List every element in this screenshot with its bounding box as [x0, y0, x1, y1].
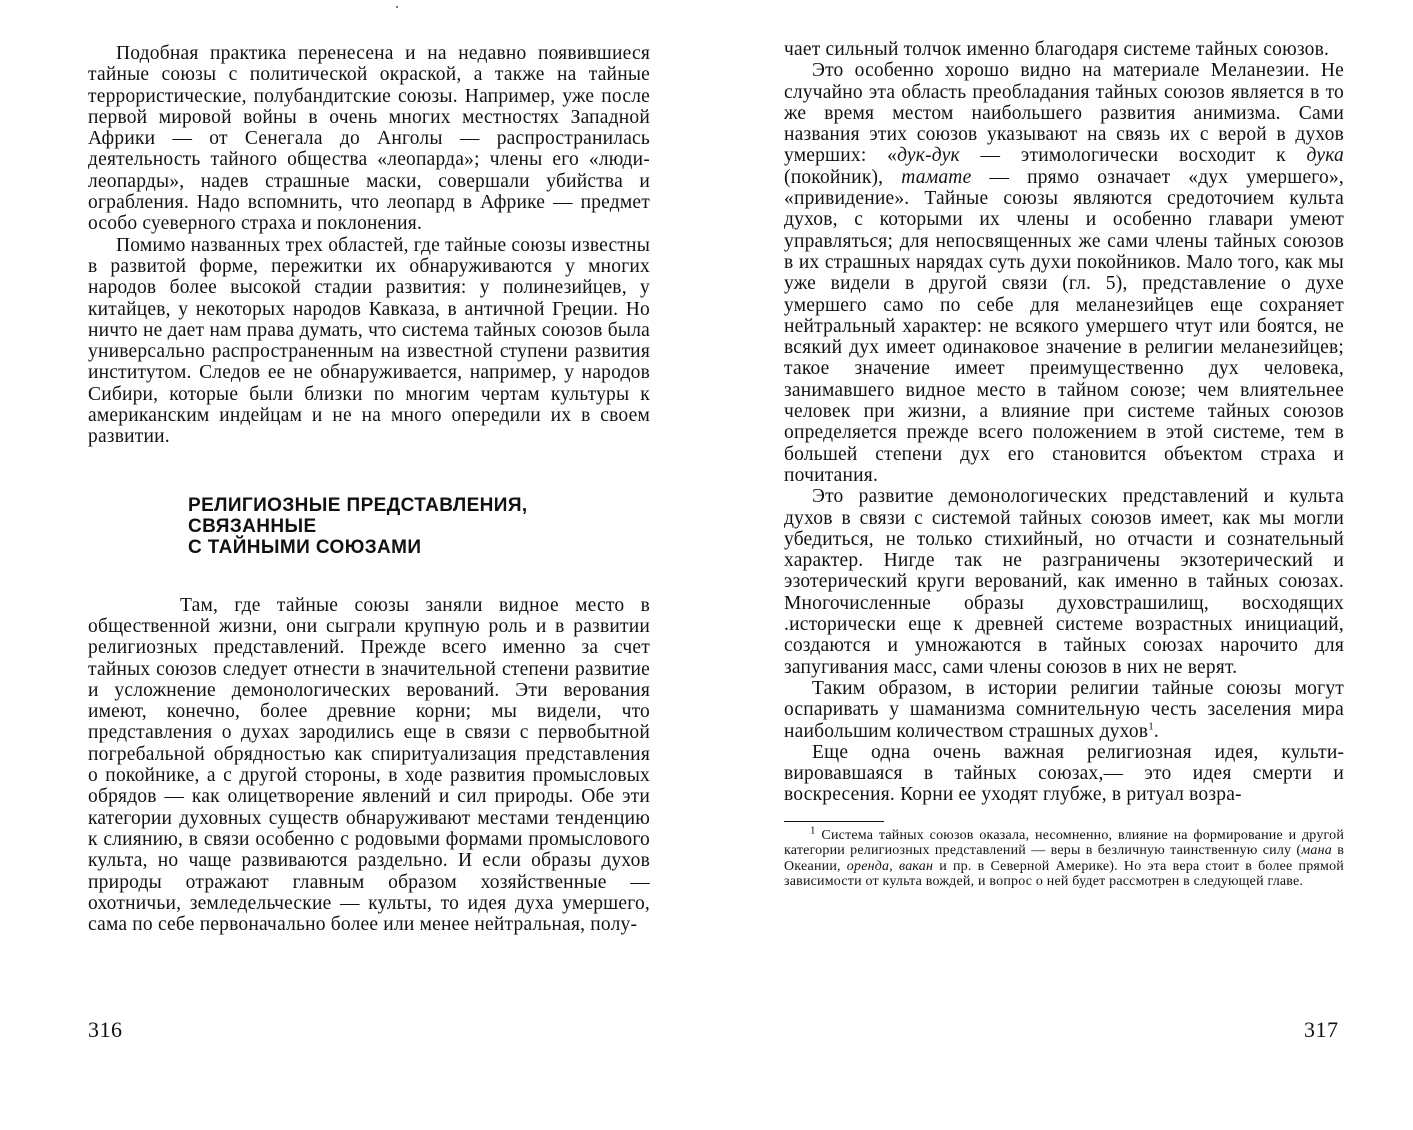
- footnote-marker: 1: [810, 824, 816, 837]
- page-number-left: 316: [88, 1017, 123, 1042]
- footnote-text: Система тайных союзов оказала, несомненно, влияние на формирование и другой категории религиозных представлений — веры в безличную таинственную силу (: [784, 827, 1345, 859]
- section-heading-line: С ТАЙНЫМИ СОЮЗАМИ: [188, 536, 422, 558]
- term-wakan: вакан: [899, 858, 934, 874]
- footnote-reference: 1: [1148, 720, 1154, 732]
- term-duk-duk: дук-дук: [897, 145, 960, 167]
- page-number-right: 317: [1304, 1017, 1339, 1042]
- term-duka: дука: [1306, 145, 1344, 167]
- section-heading-line: СВЯЗАННЫЕ: [188, 515, 317, 537]
- footnote-text: в Океании,: [784, 843, 1345, 874]
- paragraph-secret-political-unions: Подобная практика перенесена и на недавно появившиеся тайные союзы с политической окраской, а также на тайные террористические, полубандитские союзы. Например, уже после первой мировой войны в очень многих местностях Западной Африки — от Сенегала до Анголы — распространилась деятельность тайного общества «леопарда»; члены его «люди-леопарды», надев страшные маски, совершали убийства и ограбления. Надо вспомнить, что леопард в Африке — предмет особо суеверного страха и поклонения.: [88, 43, 650, 235]
- footnote-divider: [784, 821, 884, 822]
- term-orenda: оренда: [846, 858, 890, 874]
- paragraph-section-opening: Там, где тайные союзы заняли видное место в общественной жизни, они сыграли крупную роль и в развитии религиозных представлений. Прежде всего именно за счет тайных союзов следует отнести в значительной степени развитие и усложнение демонологических верований. Эти верования имеют, конечно, более древние корни; мы видели, что представления о духах зародились еще в связи с первобытной погребальной обрядностью как спиритуализация представления о покойнике, а с другой стороны, в ходе развития промысловых обрядов — как олицетворение явлений и сил природы. Обе эти категории духовных существ обнаруживают местами тенденцию к слиянию, в связи особенно с родовыми формами промыслового культа, но чаще развиваются раздельно. И если образы духов природы отражают главным образом хозяйственные — охотничьи, земледельческие — культы, то идея духа умершего, сама по себе первоначально более или менее нейтральная, полу-: [88, 594, 650, 936]
- paragraph-thus: Таким образом, в истории религии тайные союзы могут оспаривать у шаманизма сомнительную честь заселения мира наибольшим количеством страшных духов$^1$.: [784, 677, 1344, 742]
- footnote-text: ,: [889, 858, 900, 874]
- paragraph-death-resurrection: Еще одна очень важная религиозная идея, культивировавшаяся в тайных союзах,— это идея смерти и воскресения. Корни ее уходят глубже, в ритуал возра-: [784, 741, 1344, 806]
- section-heading: [188, 495, 650, 558]
- melanesia-text: Это особенно хорошо видно на материале Меланезии. Не случайно эта область преобладания тайных союзов является в то же время местом наибольшего развития анимизма. Сами названия этих союзов указывают на связь их с верой в духов умерших: «: [784, 60, 1344, 167]
- term-tamate: тамате: [901, 166, 972, 188]
- right-page: [706, 0, 1413, 1130]
- paragraph-melanesia: [784, 60, 1344, 486]
- melanesia-text: — прямо означает «дух умершего», «привидение». Тайные союзы являются средоточием культа духов, с которыми их члены и особенно главари умеют управляться; для непосвященных же сами члены тайных союзов в их страшных нарядах суть духи покойников. Мало того, как мы уже видели в другой связи (гл. 5), представление о духе умершего само по себе для меланезийцев еще сохраняет нейтральный характер: не всякого умершего чтут или боятся, не всякий дух имеет одинаковое значение в религии меланезийцев; такое значение имеет преимущественно дух человека, занимавшего видное место в тайном союзе; чем влиятельнее человек при жизни, а влияние при системе тайных союзов определяется прежде всего положением в этой системе, тем в большей степени дух его становится объектом страха и почитания.: [784, 166, 1344, 486]
- footnote: [784, 824, 1345, 890]
- melanesia-text: (покойник),: [784, 166, 902, 188]
- paragraph-demonology-development: Это развитие демонологических представлений и культа духов в связи с системой тайных союзов имеет, как мы могли убедиться, не только стихийный, но отчасти и сознательный характер. Нигде так не разграничены экзотерический и эзотерический круги верований, как именно в тайных союзах. Многочисленные образы духовстрашилищ, восходящих .исторически еще к древней системе возрастных инициаций, создаются и умножаются в тайных союзах нарочито для запугивания масс, сами члены союзов в них не верят.: [784, 486, 1344, 678]
- footnote-text: и пр. в Северной Америке). Но эта вера стоит в более прямой зависимости от культа вождей, и вопрос о ней будет рассмотрен в следующей главе.: [784, 858, 1344, 890]
- left-page: [0, 0, 706, 1130]
- left-text-column: [88, 43, 650, 935]
- thus-text: Таким образом, в истории религии тайные союзы могут оспаривать у шаманизма сомнительную честь заселения мира наибольшим количеством страшных духов: [784, 677, 1344, 742]
- section-heading-line: РЕЛИГИОЗНЫЕ ПРЕДСТАВЛЕНИЯ,: [188, 494, 528, 516]
- melanesia-text: — этимологически восходит к: [959, 145, 1307, 167]
- term-mana: мана: [1301, 843, 1332, 859]
- paragraph-survivals: Помимо названных трех областей, где тайные союзы известны в развитой форме, пережитки их обнаруживаются у многих народов более высокой стадии развития: у полинезийцев, у китайцев, у некоторых народов Кавказа, в античной Греции. Но ничто не дает нам права думать, что система тайных союзов была универсально распространенным на известной ступени развития институтом. Следов ее не обнаруживается, например, у народов Сибири, которые были близки по многим чертам культуры к американским индейцам и не на много опередили их в своем развитии.: [88, 234, 650, 448]
- right-text-column: [784, 39, 1344, 890]
- paragraph-continuation: чает сильный толчок именно благодаря системе тайных союзов.: [784, 39, 1330, 60]
